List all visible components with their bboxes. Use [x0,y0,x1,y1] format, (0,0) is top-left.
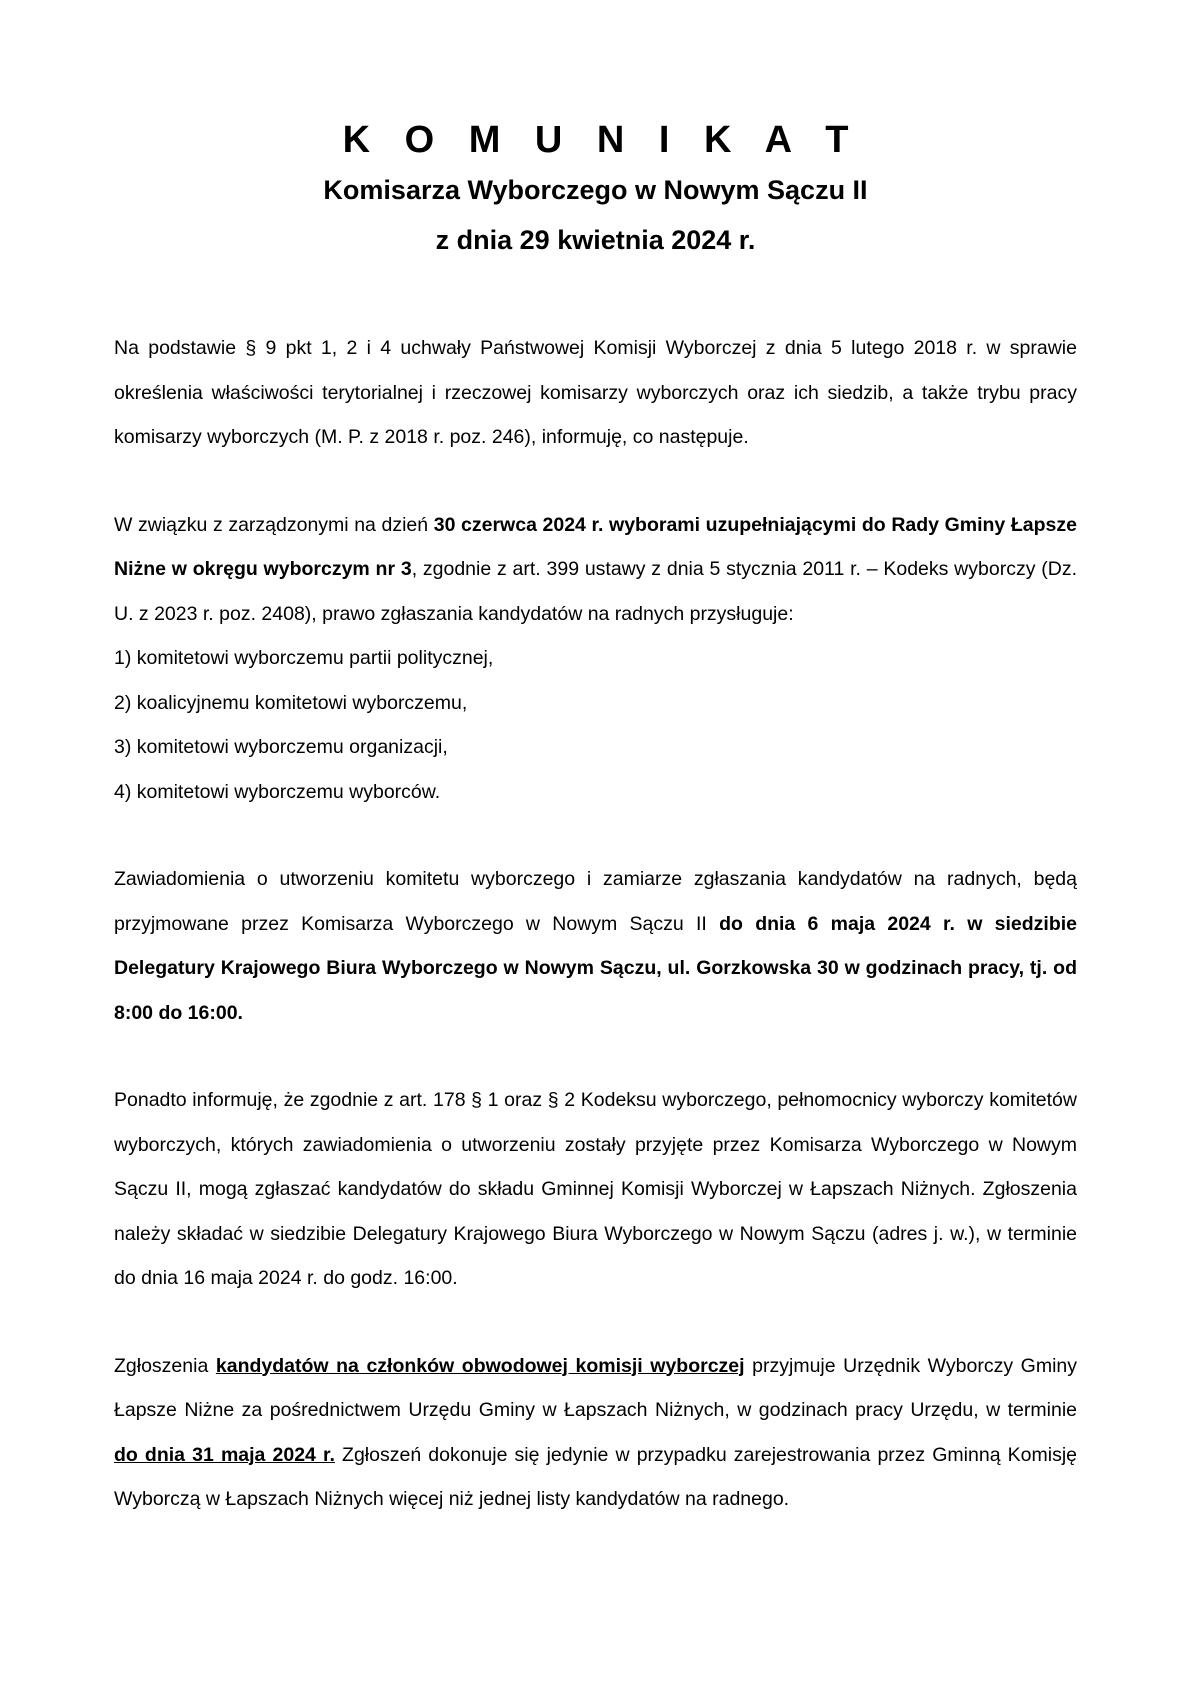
entitled-item-3: 3) komitetowi wyborczemu organizacji, [114,736,448,758]
document-subtitle-date: z dnia 29 kwietnia 2024 r. [435,225,756,255]
entitled-item-4: 4) komitetowi wyborczemu wyborców. [114,780,441,803]
paragraph-gap [114,1035,1077,1078]
notification-text-a: Zawiadomienia o utworzeniu komitetu wyborczego i zamiarze zgłaszania kandydatów na radnych, będą przyjmowane przez Komisarza Wyborczego w Nowym Sączu II [114,868,1077,935]
election-bold-a: 30 czerwca 2024 r. wyborami uzupełniającymi do Rady Gminy Łapsze Niżne w okręgu wyborczym nr 3 [114,513,1077,580]
candidates-paragraph [114,1344,1077,1522]
election-text-b: , zgodnie z art. 399 ustawy z dnia 5 stycznia 2011 r. – Kodeks wyborczy (Dz. U. z 2023 r. poz. 2408), prawo zgłaszania kandydatów na radnych przysługuje: [114,558,1077,625]
candidates-bold-underline-b: do dnia 31 maja 2024 r. [114,1443,335,1466]
paragraph-gap [114,460,1077,503]
entitled-item-2: 2) koalicyjnemu komitetowi wyborczemu, [114,691,468,714]
notification-bold-a: do dnia 6 maja 2024 r. w siedzibie Delegatury Krajowego Biura Wyborczego w Nowym Sączu, ul. Gorzkowska 30 w godzinach pracy, tj. od 8:00 do 16:00. [114,912,1077,1024]
document-body [114,326,1077,1522]
election-paragraph [114,503,1077,637]
proxies-paragraph: Ponadto informuję, że zgodnie z art. 178 § 1 oraz § 2 Kodeksu wyborczego, pełnomocnicy wyborczy komitetów wyborczych, których zawiadomienia o utworzeniu zostały przyjęte przez Komisarza Wyborczego w Nowym Sączu II, mogą zgłaszać kandydatów do składu Gminnej Komisji Wyborczej w Łapszach Niżnych. Zgłoszenia należy składać w siedzibie Delegatury Krajowego Biura Wyborczego w Nowym Sączu (adres j. w.), w terminie do dnia 16 maja 2024 r. do godz. 16:00. [114,1089,1077,1289]
document-header [0,115,1191,265]
document-title: K O M U N I K A T [342,119,861,161]
entitled-item-1: 1) komitetowi wyborczemu partii politycznej, [114,647,494,669]
candidates-text-c: Zgłoszeń dokonuje się jedynie w przypadku zarejestrowania przez Gminną Komisję Wyborczą w Łapszach Niżnych więcej niż jednej listy kandydatów na radnego. [114,1443,1078,1510]
candidates-text-a: Zgłoszenia [114,1354,216,1377]
paragraph-gap [114,814,1077,857]
candidates-bold-underline-a: kandydatów na członków obwodowej komisji wyborczej [215,1354,745,1377]
intro-paragraph: Na podstawie § 9 pkt 1, 2 i 4 uchwały Państwowej Komisji Wyborczej z dnia 5 lutego 2018 r. w sprawie określenia właściwości terytorialnej i rzeczowej komisarzy wyborczych oraz ich siedzib, a także trybu pracy komisarzy wyborczych (M. P. z 2018 r. poz. 246), informuję, co następuje. [114,337,1077,448]
notification-paragraph [114,857,1077,1035]
candidates-text-b: przyjmuje Urzędnik Wyborczy Gminy Łapsze Niżne za pośrednictwem Urzędu Gminy w Łapszach Niżnych, w godzinach pracy Urzędu, w terminie [114,1354,1078,1421]
document-subtitle-issuer: Komisarza Wyborczego w Nowym Sączu II [323,175,868,205]
election-text-a: W związku z zarządzonymi na dzień [114,513,434,536]
paragraph-gap [114,1301,1077,1344]
